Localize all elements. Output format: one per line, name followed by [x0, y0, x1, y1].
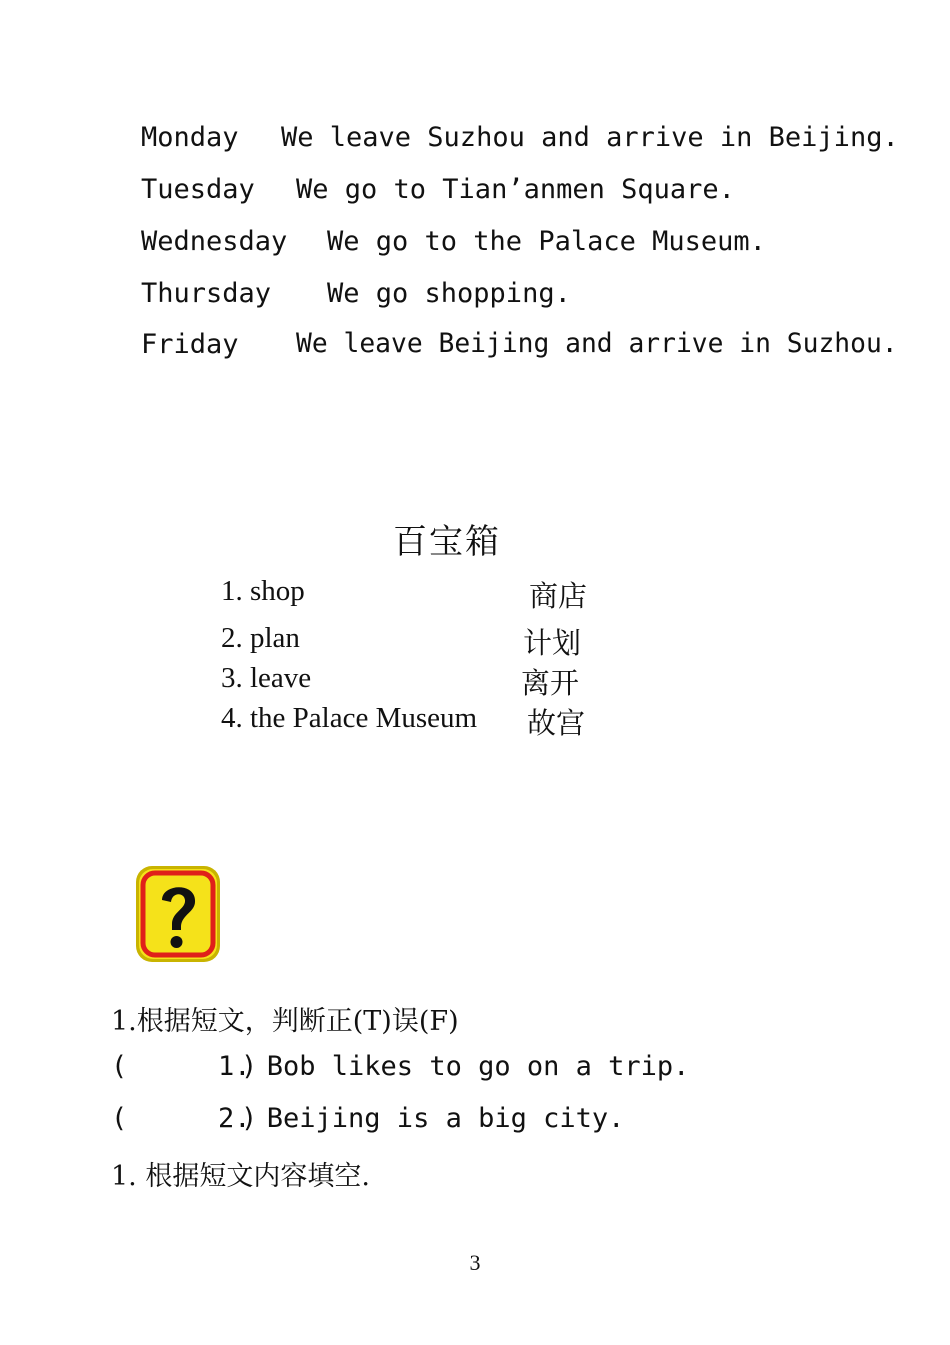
tf-question: 1. Bob likes to go on a trip. [218, 1051, 690, 1082]
schedule-day: Friday [141, 329, 239, 360]
exercise-heading: 1.根据短文，判断正(T)误(F) [111, 1006, 459, 1037]
question-mark-icon [134, 864, 222, 964]
vocab-english: 3. leave [221, 662, 312, 694]
schedule-activity: We go to the Palace Museum. [327, 226, 766, 257]
vocab-title: 百宝箱 [393, 522, 501, 562]
vocab-chinese: 离开 [521, 666, 580, 700]
answer-bracket[interactable]: ( ) [111, 1103, 258, 1134]
vocab-english: 1. shop [221, 575, 305, 607]
vocab-english: 2. plan [221, 622, 300, 654]
schedule-activity: We go to Tian’anmen Square. [296, 174, 735, 205]
schedule-day: Monday [141, 122, 239, 153]
vocab-chinese: 计划 [523, 626, 582, 660]
schedule-activity: We leave Suzhou and arrive in Beijing. [281, 122, 899, 153]
vocab-chinese: 故宫 [527, 706, 586, 740]
page-number: 3 [469, 1250, 481, 1275]
tf-question: 2. Beijing is a big city. [218, 1103, 625, 1134]
schedule-activity: We go shopping. [327, 278, 571, 309]
schedule-day: Tuesday [141, 174, 255, 205]
schedule-activity: We leave Beijing and arrive in Suzhou. [296, 329, 898, 359]
exercise-heading: 1. 根据短文内容填空. [111, 1161, 370, 1192]
schedule-day: Wednesday [141, 226, 288, 257]
answer-bracket[interactable]: ( ) [111, 1051, 258, 1082]
vocab-chinese: 商店 [529, 579, 588, 613]
schedule-day: Thursday [141, 278, 272, 309]
vocab-english: 4. the Palace Museum [221, 702, 478, 734]
